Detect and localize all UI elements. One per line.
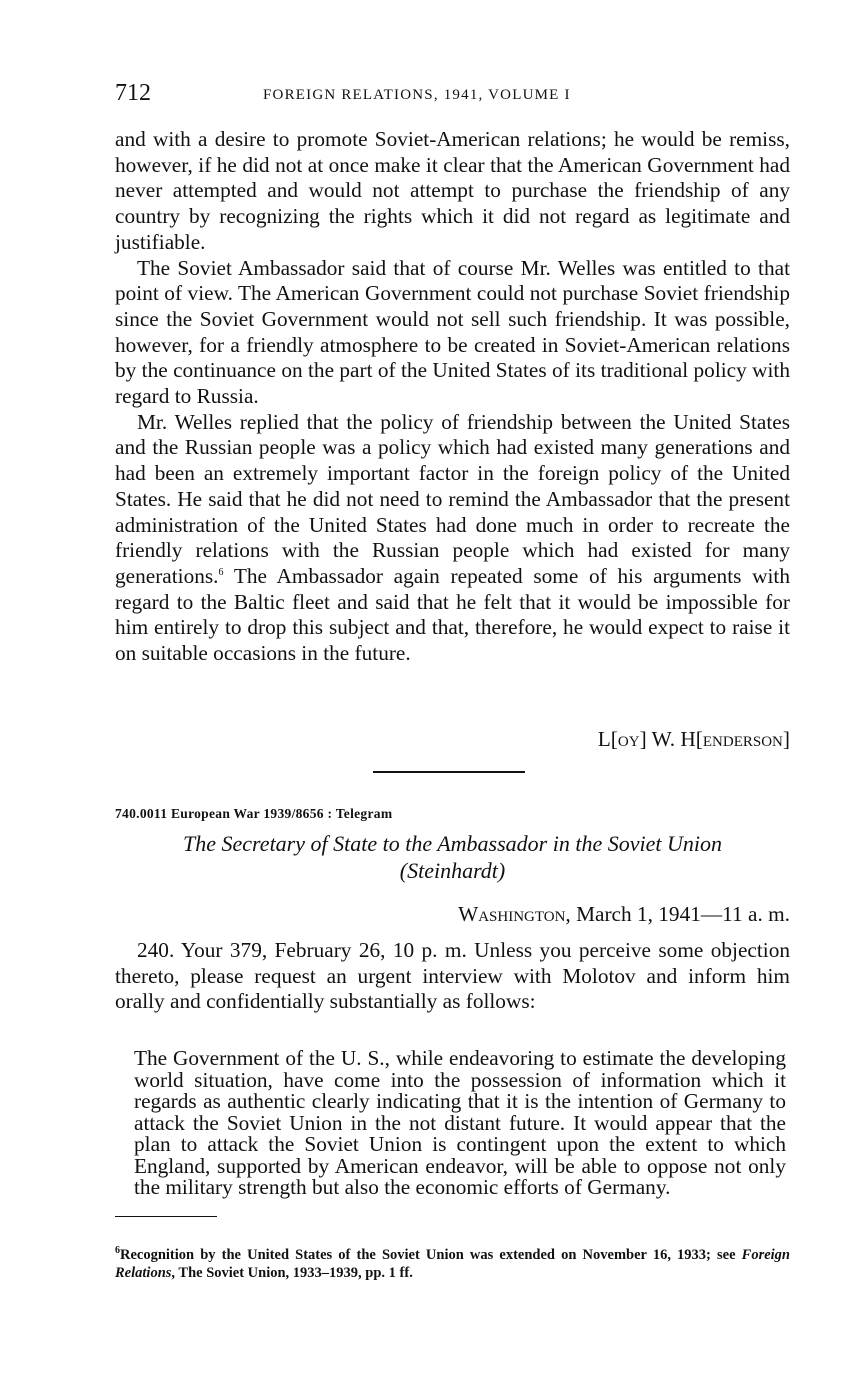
file-reference: 740.0011 European War 1939/8656 : Telegram [115, 806, 393, 821]
page-number: 712 [115, 80, 151, 106]
telegram-paragraph-1: 240. Your 379, February 26, 10 p. m. Unless you perceive some objection thereto, please request an urgent interview with Molotov and inform him orally and confidentially substantially as follows: [115, 938, 790, 1014]
paragraph-1: and with a desire to promote Soviet-American relations; he would be remiss, however, if he did not at once make it clear that the American Government had never attempted and would not attempt to purchase the friendship of any country by recognizing the rights which it did not regard as legitimate and justifiable. [115, 127, 790, 254]
dateline-place: Washington [458, 902, 566, 926]
paragraph-3-part-b: The Ambassador again repeated some of his arguments with regard to the Baltic fleet and said that he felt that it would be impossible for him entirely to drop this subject and that, therefore, he would expect to raise it on suitable occasions in the future. [115, 563, 790, 666]
running-head: FOREIGN RELATIONS, 1941, VOLUME I [263, 87, 571, 103]
footnote-text-a: Recognition by the United States of the Soviet Union was extended on November 16, 1933; see [120, 1246, 742, 1263]
telegram-quote: The Government of the U. S., while endeavoring to estimate the developing world situation, have come into the possession of information which it regards as authentic clearly indicating that it is the intention of Germany to attack the Soviet Union in the not distant future. It would appear that the plan to attack the Soviet Union is contingent upon the extent to which England, supported by American endeavor, will be able to oppose not only the military strength but also the economic efforts of Germany. [134, 1046, 786, 1200]
section-divider [373, 771, 525, 773]
footnote-mark: 6 [115, 1244, 120, 1256]
signature-part: enderson [702, 727, 783, 751]
paragraph-3 [115, 410, 790, 667]
dateline-date: , March 1, 1941—11 a. m. [565, 902, 790, 926]
footnote-text-b: , The Soviet Union, 1933–1939, pp. 1 ff. [171, 1264, 413, 1281]
signature-part: oy [617, 727, 640, 751]
footnote-reference[interactable]: 6 [218, 566, 224, 578]
footnote-italic-title: Foreign Relations [115, 1246, 790, 1281]
signature-part: L[ [597, 727, 618, 751]
signature-part: ] [782, 727, 790, 751]
document-title [115, 830, 790, 884]
paragraph-2: The Soviet Ambassador said that of course Mr. Welles was entitled to that point of view. The American Government could not purchase Soviet friendship since the Soviet Government would not sell such friendship. It was possible, however, for a friendly atmosphere to be created in Soviet-American relations by the continuance on the part of the United States of its traditional policy with regard to Russia. [115, 255, 790, 409]
paragraph-3-part-a: Mr. Welles replied that the policy of friendship between the United States and the Russian people was a policy which had existed many generations and had been an extremely important factor in the foreign policy of the United States. He said that he did not need to remind the Ambassador that the present administration of the United States had done much in order to recreate the friendly relations with the Russian people which had existed for many generations. [115, 409, 790, 588]
telegram-body [115, 938, 790, 1015]
memo-continuation [115, 127, 790, 667]
signature [598, 727, 790, 752]
document-title-line-2: (Steinhardt) [399, 858, 506, 883]
footnote [115, 1246, 790, 1282]
dateline [458, 902, 790, 927]
footnote-divider [115, 1216, 217, 1217]
document-title-line-1: The Secretary of State to the Ambassador in the Soviet Union [183, 831, 722, 856]
page-header [115, 80, 790, 110]
signature-part: ] W. H[ [639, 727, 703, 751]
